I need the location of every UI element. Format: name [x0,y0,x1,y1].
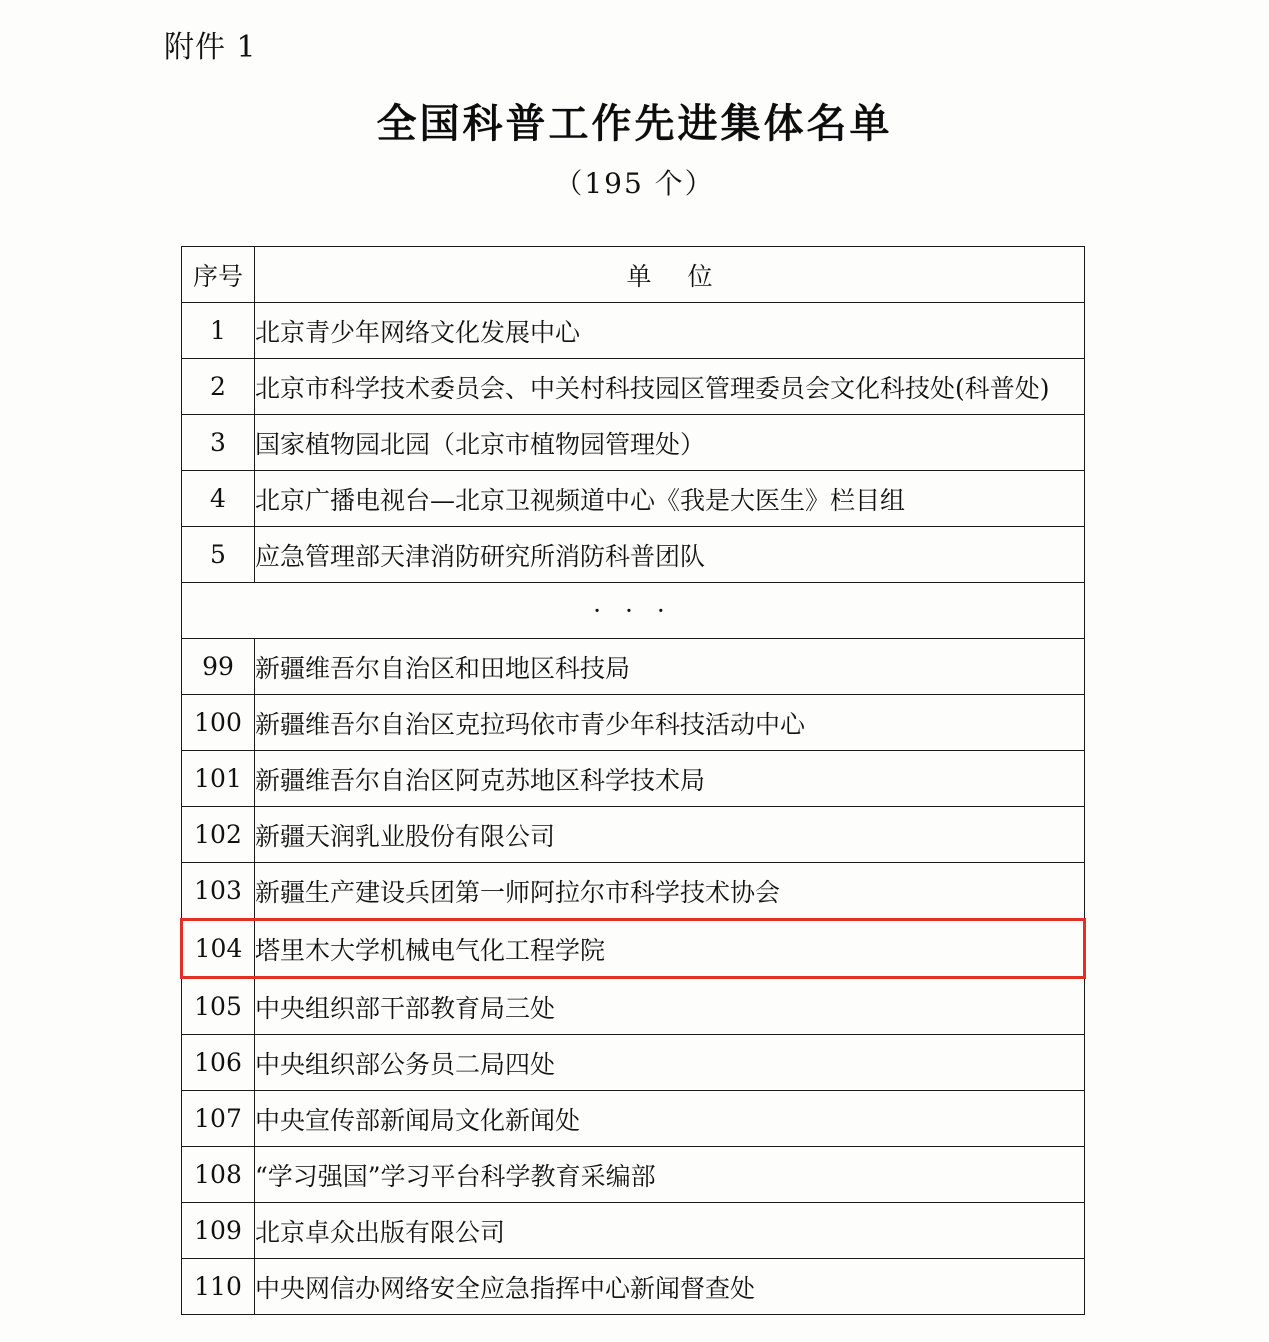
table-row [182,978,1085,1035]
table-row [182,920,1085,978]
table-ellipsis-row [182,583,1085,639]
table-row [182,415,1085,471]
ellipsis-marker: · · · [182,583,1085,639]
table-header [182,247,1085,303]
table-row [182,303,1085,359]
row-number: 3 [182,415,255,471]
table-row [182,359,1085,415]
collective-list-table [180,246,1086,1315]
table-row [182,1147,1085,1203]
row-unit-name: 北京青少年网络文化发展中心 [255,303,1085,359]
row-number: 5 [182,527,255,583]
table-row [182,1035,1085,1091]
table-row [182,807,1085,863]
table-row [182,863,1085,920]
row-unit-name: 新疆生产建设兵团第一师阿拉尔市科学技术协会 [255,863,1085,920]
column-header-no: 序号 [182,247,255,303]
row-number: 100 [182,695,255,751]
row-number: 104 [182,920,255,978]
table-row [182,527,1085,583]
page-subtitle: （195 个） [554,167,715,200]
row-unit-name: 中央组织部公务员二局四处 [255,1035,1085,1091]
table-row [182,1259,1085,1315]
row-number: 109 [182,1203,255,1259]
row-unit-name: 北京市科学技术委员会、中关村科技园区管理委员会文化科技处(科普处) [255,359,1085,415]
table-row [182,695,1085,751]
row-unit-name: 塔里木大学机械电气化工程学院 [255,920,1085,978]
row-number: 106 [182,1035,255,1091]
table-header-row [182,247,1085,303]
row-number: 101 [182,751,255,807]
row-unit-name: 新疆天润乳业股份有限公司 [255,807,1085,863]
row-unit-name: 应急管理部天津消防研究所消防科普团队 [255,527,1085,583]
row-unit-name: 新疆维吾尔自治区阿克苏地区科学技术局 [255,751,1085,807]
row-number: 4 [182,471,255,527]
row-number: 110 [182,1259,255,1315]
table-row [182,471,1085,527]
table-row [182,751,1085,807]
row-unit-name: “学习强国”学习平台科学教育采编部 [255,1147,1085,1203]
page-title: 全国科普工作先进集体名单 [376,100,893,147]
row-unit-name: 新疆维吾尔自治区和田地区科技局 [255,639,1085,695]
row-number: 99 [182,639,255,695]
table-body [182,303,1085,1315]
row-unit-name: 新疆维吾尔自治区克拉玛依市青少年科技活动中心 [255,695,1085,751]
row-unit-name: 北京卓众出版有限公司 [255,1203,1085,1259]
row-unit-name: 国家植物园北园（北京市植物园管理处） [255,415,1085,471]
row-number: 105 [182,978,255,1035]
row-unit-name: 中央网信办网络安全应急指挥中心新闻督查处 [255,1259,1085,1315]
row-unit-name: 中央宣传部新闻局文化新闻处 [255,1091,1085,1147]
row-number: 108 [182,1147,255,1203]
table-row [182,1203,1085,1259]
table-row [182,639,1085,695]
table-row [182,1091,1085,1147]
row-number: 102 [182,807,255,863]
row-unit-name: 北京广播电视台—北京卫视频道中心《我是大医生》栏目组 [255,471,1085,527]
row-number: 107 [182,1091,255,1147]
row-unit-name: 中央组织部干部教育局三处 [255,978,1085,1035]
row-number: 103 [182,863,255,920]
row-number: 1 [182,303,255,359]
attachment-label: 附件 1 [164,30,257,65]
column-header-unit: 单 位 [255,247,1085,303]
row-number: 2 [182,359,255,415]
